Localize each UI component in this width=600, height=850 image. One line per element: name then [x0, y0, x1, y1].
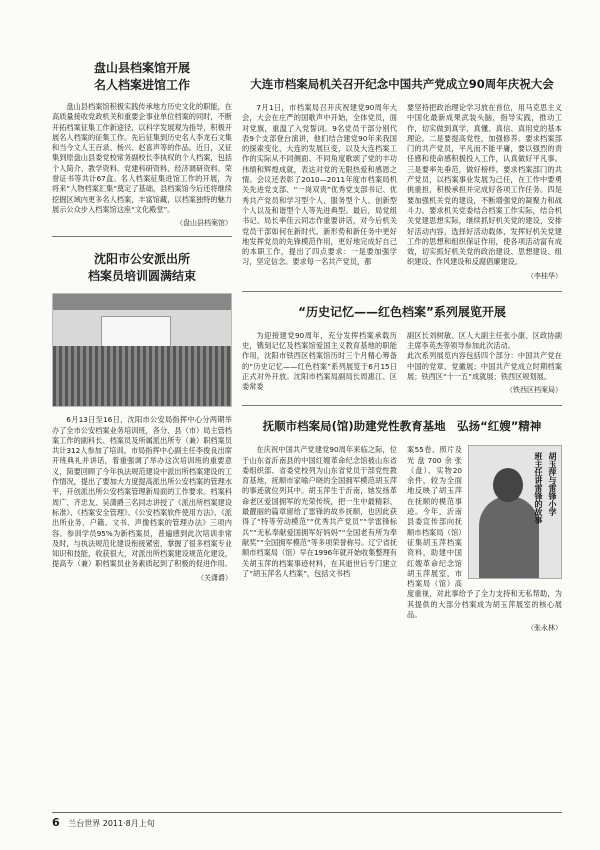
page-number: 6	[52, 816, 60, 829]
right-divider-2	[242, 405, 562, 406]
journal-info: 兰台世界 2011·8月上旬	[68, 819, 155, 828]
body-fushun-col1: 在庆祝中国共产党建党90周年来临之际，位于山东省沂南县的中国红嫂革命纪念馆被山东省委组织部、省委党校列为山东省党员干部党性教育基地，抚顺市家喻户晓的全国拥军模范胡玉萍的事迹就位列其中。胡玉萍生于沂南，她发扬革命老区爱国拥军的光荣传统，把一生中最精彩、最靓丽的篇章留给了雷锋的故乡抚顺，也因此获得了“特等劳动模范”“优秀共产党员”“学雷锋标兵”“无私奉献爱国拥军好妈妈”“全国老有所为奉献奖”“全国拥军模范”等多项荣誉称号。辽宁省抚顺市档案局（馆）早在1996年就开始收集整理有关胡玉萍的档案事迹材料，在其逝世后专门建立了“胡玉萍名人档案”，包括文书档	[242, 445, 397, 578]
byline-red-archives: （铁西区档案局）	[506, 386, 562, 395]
headline-police-line2: 档案员培训圆满结束	[87, 269, 196, 284]
article-shenyang-police	[52, 251, 232, 582]
red-archives-columns	[242, 331, 562, 395]
headline-police-line1: 沈阳市公安派出所	[93, 252, 190, 267]
article-fushun	[242, 418, 562, 633]
portrait-caption-right: 胡玉萍与雷锋小学	[548, 452, 557, 517]
body-red-archives-col2: 副区长刘树敏、区人大副主任张小康、区政协副主席李英杰等领导参加此次活动。 此次系列展览内容包括四个部分：中国共产党在中国的党章、党徽展；中国共产党成立时期档案展；铁西区“十一五”成就展；铁西区规划展。	[407, 330, 562, 381]
headline-dalian: 大连市档案局机关召开纪念中国共产党成立90周年庆祝大会	[250, 77, 554, 91]
portrait-head	[493, 468, 523, 502]
body-police: 6月13日至16日，沈阳市公安局指挥中心分两期举办了全市公安档案业务培训班，各分、县（市）局主管档案工作的副科长、档案员及所属派出所专（兼）职档案员共计312人参加了培训。市局指挥中心副主任李俊良出席开班典礼并讲话，着重强调了举办这次培训班的重要意义，简要回顾了今年执法规范建设中派出所档案建设的工作情况，提出了要加大力度提高派出所公安档案的管理水平，开创派出所公安档案管理新局面的工作要求。档案科周广、齐忠友、吴潇爵三名同志讲授了《派出所档案建设标准》、《档案安全管理》、《公安档案软件使用方法》、《派出所业务、户籍、文书、声像档案的管理办法》三项内容。参训学员95%为新档案员，普遍感到此次培训非常及时，与执法规范化建设衔接紧密，掌握了很多档案专业知识和技能，收获很大，对派出所档案建设规范化建设，提高专（兼）职档案员业务素质起到了积极的促进作用。	[52, 415, 232, 569]
page-footer	[52, 812, 562, 829]
body-fushun-col2: 案55卷、照片及光盘700余张（盘）、实物20余件，较为全面地反映了胡玉萍在抚顺的模范事迹。今年，沂南县委宣传部向抚顺市档案局（馆）征集胡玉萍档案资料，助建中国红嫂革命纪念馆胡玉萍展室，市档案局（馆）高度重视，对此事给予了全力支持和无私帮助，为其提供的大部分档案成为胡玉萍展室的核心展品。	[407, 445, 562, 619]
fushun-columns	[242, 445, 562, 633]
left-divider	[52, 236, 232, 237]
headline-fushun: 抚顺市档案局(馆)助建党性教育基地 弘扬“红嫂”精神	[262, 419, 542, 434]
headline-panshan-line2: 名人档案进馆工作	[93, 78, 190, 92]
right-area	[242, 60, 562, 633]
right-divider-1	[242, 291, 562, 292]
headline-panshan-line1: 盘山县档案馆开展	[93, 61, 190, 75]
left-column	[52, 60, 232, 583]
portrait-caption-left: 班主任讲雷锋的故事	[534, 452, 543, 525]
body-panshan: 盘山县档案馆积极实践传承地方历史文化的职能，在高质量接收党政机关和重要企事业单位档案的同时，不断开拓档案征集工作新途径，以科学发展观为指导，积极开展名人档案的征集工作。先后征集到历史名人李龙石文集和当今文人王百录、杨兴、赵喜声等的作品。近日，又征集到原盘山县委党校常务副校长李执权的个人档案，包括个人简介、教学资料、党建科研资料、经济调研资料、荣誉证书等共计67盒。名人档案征集进馆工作的开展，为将来“人物档案汇集”奠定了基础，县档案馆今后还将继续挖掘区域内更多名人档案，丰富馆藏，以档案独特的魅力展示公众步入档案馆这座“文化殿堂”。	[52, 102, 232, 214]
byline-panshan: （盘山县档案馆）	[176, 219, 232, 228]
body-red-archives-col1: 为迎接建党90周年，充分发挥档案承载历史，镌刻记忆及档案馆爱国主义教育基地的职能作用，沈阳市铁西区档案馆历时三个月精心筹备的“历史记忆——红色档案”系列展览于6月15日正式对外开放。沈阳市档案局副局长周惠江、区委常委	[242, 330, 397, 392]
byline-dalian: （李桂华）	[527, 271, 562, 280]
byline-fushun: （张永林）	[527, 624, 562, 633]
byline-police: （关潇爵）	[197, 573, 232, 582]
article-panshan	[52, 60, 232, 228]
article-red-archives	[242, 304, 562, 395]
training-photo	[52, 293, 232, 407]
headline-red-archives: “历史记忆——红色档案”系列展览开展	[298, 304, 506, 319]
portrait-photo	[468, 445, 562, 579]
body-dalian-col1: 7月1日，市档案局召开庆祝建党90周年大会，大会在庄严的国歌声中开始，全体党员，面对党旗，重温了入党誓词。9名党员干部分别代表9个支部登台演讲，他们结合建党90年来我国的探索变化，大连的发展巨变，以及大连档案工作的实际从不同侧面、不同角度歌颂了党的丰功伟绩和辉煌成就，表达对党的无限热爱和感恩之情。会议还表彰了2010—2011年度市档案局机关先进党支部、“一岗双责”优秀党支部书记、优秀共产党员和学习型个人、服务型个人、创新型个人以及和谐型个人等先进典型。最后，局党组书记、局长率佳云同志作重要讲话，对今后机关党员干部如何在新时代、新形势和新任务中更好地发挥党员的先锋模范作用，更好地完成好自己的本职工作，提出了四点要求：一是要加强学习，坚定信念。要求每一名共产党员，都	[242, 103, 397, 267]
photo-audience	[53, 346, 231, 406]
photo-stage	[53, 294, 231, 310]
article-dalian	[242, 76, 562, 281]
dalian-columns	[242, 103, 562, 281]
portrait-figure	[479, 496, 539, 578]
body-dalian-col2: 要坚持把政治理论学习放在首位，用马克思主义中国化最新成果武装头脑，指导实践，推动工作，切实做到真学、真懂、真信、真用党的基本理论。二是要提高党性，加强修养。要求档案部门的共产党员，平凡而不能平庸，要以强烈的责任感和使命感积极投入工作，认真做好平凡事。三是要率先垂范，做好榜样。要求档案部门的共产党员，以档案事业发展为己任，在工作中要勇挑重担，积极承担并完成好各项工作任务。四是要加强机关党的建设，不断增强党的凝聚力和战斗力。要求机关党委结合档案工作实际，结合机关党建思想实际，继续抓好机关党的建设，安排好活动内容，选择好活动载体，发挥好机关党建工作的思想和组织保证作用，使各项活动富有成效，切实抓好机关党的政治建设、思想建设、组织建设、作风建设和反腐倡廉建设。	[407, 103, 562, 267]
